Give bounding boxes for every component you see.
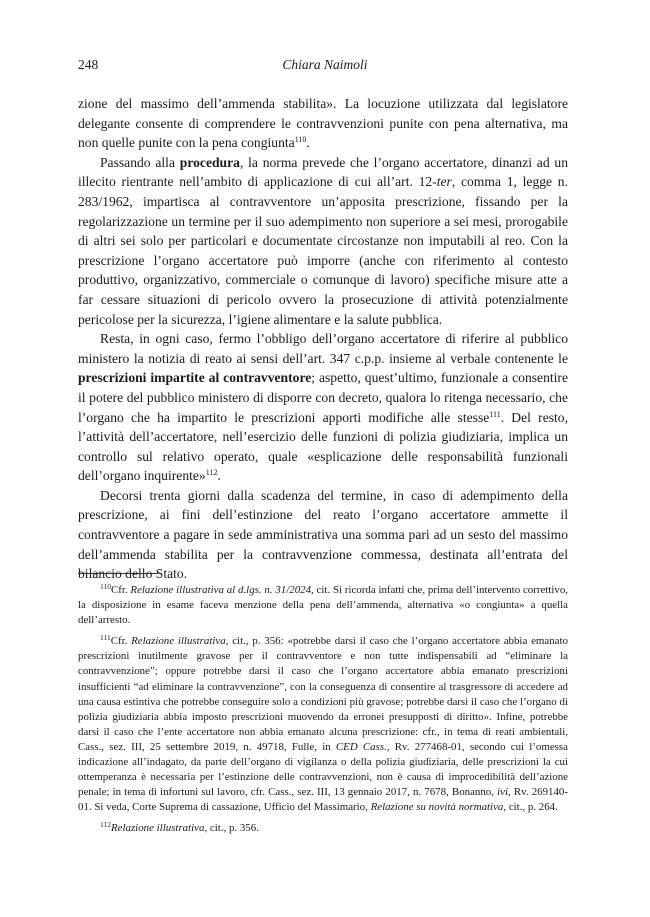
paragraph-3: Resta, in ogni caso, fermo l’obbligo dell’organo accertatore di riferire al pubblico ministero la notizia di reato ai sensi dell’art. 347 c.p.p. insieme al verbale contenente le prescrizioni impartite al contravventore; aspetto, quest’ultimo, funzionale a consentire il potere del pubblico ministero di disporre con decreto, qualora lo ritenga necessario, che l’organo che ha impartito le prescrizioni apporti modifiche alle stesse$^{111}$. Del resto, l’attività dell’accertatore, nell’esercizio delle funzioni di polizia giudiziaria, implica un controllo sul relativo operato, quale «esplicazione delle responsabilità funzionali dell’organo inquirente»$^{112}$. — [78, 331, 568, 484]
page-header — [78, 57, 572, 75]
bold-term-prescrizioni: prescrizioni impartite al contravventore — [78, 370, 312, 386]
footnotes — [78, 583, 568, 843]
footnote-separator — [78, 573, 158, 574]
paragraph-4: Decorsi trenta giorni dalla scadenza del termine, in caso di adempimento della prescrizione, ai fini dell’estinzione del reato l’organo accertatore ammette il contravventore a pagare in sede amministrativa una somma pari ad un sesto del massimo dell’ammenda stabilita per la contravvenzione commessa, destinata all’entrata del bilancio dello Stato. — [78, 487, 568, 582]
running-head-author: Chiara Naimoli — [282, 57, 368, 72]
paragraph-1: zione del massimo dell’ammenda stabilita». La locuzione utilizzata dal legislatore delegante consente di comprendere le contravvenzioni punite con pena alternativa, ma non quelle punite con la pena congiunta$^{110}$. — [78, 96, 568, 151]
footnote-111: $^{111}$Cfr. Relazione illustrativa, cit., p. 356: «potrebbe darsi il caso che l’organo accertatore abbia emanato prescrizioni inutilmente gravose per il contravventore e non tutte indispensabili ad “eliminare la contravvenzione”; oppure potrebbe darsi il caso che l’organo accertatore abbia emanato prescrizioni insufficienti “ad eliminare la contravvenzione”, con la conseguenza di consentire al trasgressore di accedere ad una causa estintiva che potrebbe conseguire solo a condizioni più gravose; potrebbe darsi il caso che l’organo di polizia giudiziaria abbia imposto prescrizioni muovendo da erronei presupposti di diritto». Infine, potrebbe darsi il caso che l’ente accertatore non abbia emanato alcuna prescrizione: cfr., in tema di reati ambientali, Cass., sez. III, 25 settembre 2019, n. 49718, Fulle, in CED Cass., Rv. 277468-01, secondo cui l’omessa indicazione all’indagato, da parte dell’organo di vigilanza o della polizia giudiziaria, delle prescrizioni la cui ottemperanza è necessaria per l’estinzione delle contravvenzioni, non è causa di improcedibilità dell’azione penale; in tema di infortuni sul lavoro, cfr. Cass., sez. III, 13 gennaio 2017, n. 7678, Bonanno, ivi, Rv. 269140-01. Si veda, Corte Suprema di cassazione, Ufficio del Massimario, Relazione su novità normativa, cit., p. 264. — [78, 633, 568, 814]
footnote-110: $^{110}$Cfr. Relazione illustrativa al d.lgs. n. 31/2024, cit. Si ricorda infatti che, prima dell’intervento correttivo, la disposizione in esame faceva menzione della pena dell’ammenda, alternativa «o congiunta» a quella dell’arresto. — [78, 582, 569, 627]
body-text — [78, 94, 568, 584]
footnote-ref-111[interactable]: 111 — [489, 409, 501, 419]
bold-term-procedura: procedura — [179, 154, 240, 170]
paragraph-2: Passando alla procedura, la norma prevede che l’organo accertatore, dinanzi ad un illecito rientrante nell’ambito di applicazione di cui all’art. 12-ter, comma 1, legge n. 283/1962, impartisca al contravventore un’apposita prescrizione, fissando per la regolarizzazione un termine per il suo adempimento non superiore a sei mesi, prorogabile di altri sei solo per particolari e documentate circostanze non imputabili al reo. Con la prescrizione l’organo accertatore può imporre (anche con riferimento al contesto produttivo, organizzativo, commerciale o comunque di lavoro) specifiche misure atte a far cessare situazioni di pericolo ovvero la prosecuzione di attività potenzialmente pericolose per la sicurezza, l’igiene alimentare e la salute pubblica. — [78, 154, 568, 327]
footnote-112: $^{112}$Relazione illustrativa, cit., p. 356. — [100, 820, 259, 835]
page-number: 248 — [78, 57, 99, 72]
footnote-ref-110[interactable]: 110 — [294, 135, 307, 145]
footnote-ref-112[interactable]: 112 — [205, 468, 218, 478]
